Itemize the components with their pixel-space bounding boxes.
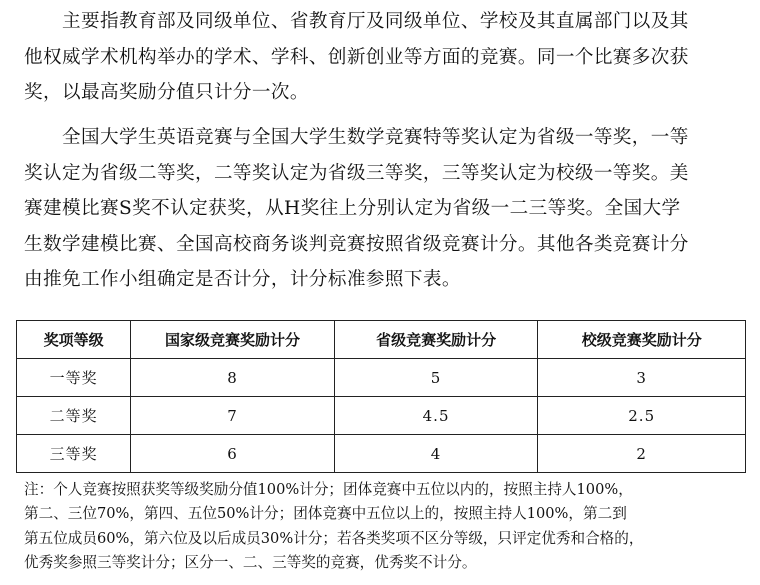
header-provincial-score: 省级竞赛奖励计分 xyxy=(334,321,538,359)
cell-provincial-score: 5 xyxy=(334,359,538,397)
cell-award-level: 一等奖 xyxy=(17,359,131,397)
cell-national-score: 7 xyxy=(131,397,335,435)
paragraph-line: 奖认定为省级二等奖，二等奖认定为省级三等奖，三等奖认定为校级一等奖。美 xyxy=(24,162,689,184)
header-school-score: 校级竞赛奖励计分 xyxy=(538,321,746,359)
paragraph-line: 由推免工作小组确定是否计分，计分标准参照下表。 xyxy=(24,269,461,290)
footnote-line: 优秀奖参照三等奖计分；区分一、二、三等奖的竞赛，优秀奖不计分。 xyxy=(24,553,477,571)
footnote-line: 第二、三位70%，第四、五位50%计分；团体竞赛中五位以上的，按照主持人100%，第二到 xyxy=(24,505,627,523)
paragraph-line: 奖，以最高奖励分值只计分一次。 xyxy=(24,82,309,103)
paragraph-line: 全国大学生英语竞赛与全国大学生数学竞赛特等奖认定为省级一等奖，一等 xyxy=(24,127,689,148)
paragraph-competition-scope xyxy=(24,4,740,111)
cell-school-score: 3 xyxy=(538,359,746,397)
paragraph-line: 他权威学术机构举办的学术、学科、创新创业等方面的竞赛。同一个比赛多次获 xyxy=(24,46,689,68)
cell-national-score: 6 xyxy=(131,435,335,473)
cell-national-score: 8 xyxy=(131,359,335,397)
header-national-score: 国家级竞赛奖励计分 xyxy=(131,321,335,359)
table-footnote xyxy=(24,478,754,575)
cell-school-score: 2 xyxy=(538,435,746,473)
table-row xyxy=(17,359,746,397)
award-score-table xyxy=(16,320,746,473)
cell-school-score: 2.5 xyxy=(538,397,746,435)
cell-award-level: 二等奖 xyxy=(17,397,131,435)
cell-provincial-score: 4 xyxy=(334,435,538,473)
footnote-line: 注：个人竞赛按照获奖等级奖励分值100%计分；团体竞赛中五位以内的，按照主持人100%， xyxy=(24,481,633,498)
table-row xyxy=(17,397,746,435)
table-header-row xyxy=(17,321,746,359)
paragraph-award-recognition xyxy=(24,120,740,298)
footnote-line: 第五位成员60%，第六位及以后成员30%计分；若各类奖项不区分等级，只评定优秀和合格的， xyxy=(24,529,644,547)
paragraph-line: 生数学建模比赛、全国高校商务谈判竞赛按照省级竞赛计分。其他各类竞赛计分 xyxy=(24,233,689,255)
table-row xyxy=(17,435,746,473)
header-award-level: 奖项等级 xyxy=(17,321,131,359)
cell-award-level: 三等奖 xyxy=(17,435,131,473)
cell-provincial-score: 4.5 xyxy=(334,397,538,435)
paragraph-line: 主要指教育部及同级单位、省教育厅及同级单位、学校及其直属部门以及其 xyxy=(24,11,689,32)
paragraph-line: 赛建模比赛S奖不认定获奖，从H奖往上分别认定为省级一二三等奖。全国大学 xyxy=(24,198,681,219)
